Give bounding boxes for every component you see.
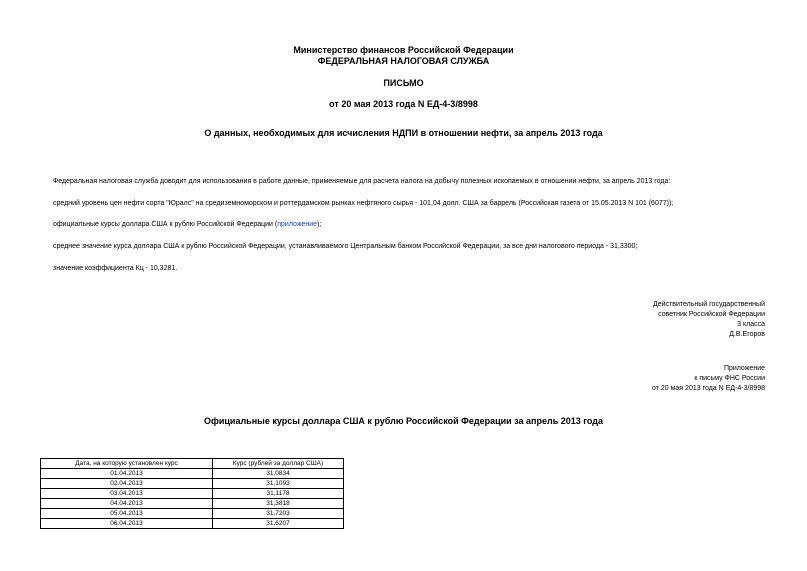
table-row <box>41 519 344 529</box>
appendix-line-2: к письму ФНС России <box>694 375 765 382</box>
document-type: ПИСЬМО <box>383 78 424 88</box>
exchange-rates-table <box>40 458 344 529</box>
document-subject: О данных, необходимых для исчисления НДПИ в отношении нефти, за апрель 2013 года <box>204 128 603 138</box>
table-cell-rate: 31,0834 <box>213 469 344 479</box>
table-header-date: Дата, на которую установлен курс <box>41 459 213 469</box>
appendix-line-1: Приложение <box>723 365 765 372</box>
table-cell-rate: 31,6207 <box>213 519 344 529</box>
appendix-line-3: от 20 мая 2013 года N ЕД-4-3/8998 <box>651 385 765 392</box>
signature-line-1: Действительный государственный <box>653 301 765 308</box>
table-cell-rate: 31,1093 <box>213 479 344 489</box>
table-cell-date: 03.04.2013 <box>41 489 213 499</box>
table-cell-rate: 31,3818 <box>213 499 344 509</box>
table-header-row <box>41 459 344 469</box>
signature-block <box>653 300 765 340</box>
service-title: ФЕДЕРАЛЬНАЯ НАЛОГОВАЯ СЛУЖБА <box>317 56 490 66</box>
ministry-title: Министерство финансов Российской Федерации <box>293 45 514 55</box>
appendix-link[interactable]: приложение <box>277 221 318 228</box>
signature-line-3: 3 класса <box>737 321 765 328</box>
paragraph-exchange-rates-text: официальные курсы доллара США к рублю Российской Федерации ( <box>53 221 278 228</box>
paragraph-average-rate: среднее значение курса доллара США к рублю Российской Федерации, устанавливаемого Центральным банком Российской Федерации, за все дни налогового периода - 31,3300; <box>53 243 638 250</box>
table-cell-date: 02.04.2013 <box>41 479 213 489</box>
table-cell-date: 05.04.2013 <box>41 509 213 519</box>
table-row <box>41 499 344 509</box>
table-cell-date: 06.04.2013 <box>41 519 213 529</box>
paragraph-intro: Федеральная налоговая служба доводит для использования в работе данные, применяемые для расчета налога на добычу полезных ископаемых в отношении нефти, за апрель 2013 года: <box>53 178 671 185</box>
table-row <box>41 479 344 489</box>
table-header-rate: Курс (рублей за доллар США) <box>213 459 344 469</box>
table-row <box>41 489 344 499</box>
table-cell-date: 01.04.2013 <box>41 469 213 479</box>
table-row <box>41 509 344 519</box>
paragraph-exchange-rates <box>53 220 321 229</box>
paragraph-oil-price: средний уровень цен нефти сорта "Юралс" на средиземноморском и роттердамском рынках нефтяного сырья - 101,04 долл. США за баррель (Российская газета от 15.05.2013 N 101 (6077)); <box>53 200 674 207</box>
appendix-title: Официальные курсы доллара США к рублю Российской Федерации за апрель 2013 года <box>203 416 603 426</box>
document-date: от 20 мая 2013 года N ЕД-4-3/8998 <box>329 99 478 109</box>
paragraph-exchange-rates-end: ); <box>317 221 322 228</box>
appendix-reference <box>652 364 765 394</box>
signature-line-2: советник Российской Федерации <box>658 311 765 318</box>
paragraph-coefficient: значение коэффициента Кц - 10,3281. <box>53 265 178 272</box>
signature-name: Д.В.Егоров <box>729 331 765 338</box>
table-row <box>41 469 344 479</box>
table-cell-rate: 31,7203 <box>213 509 344 519</box>
table-cell-date: 04.04.2013 <box>41 499 213 509</box>
table-cell-rate: 31,1178 <box>213 489 344 499</box>
